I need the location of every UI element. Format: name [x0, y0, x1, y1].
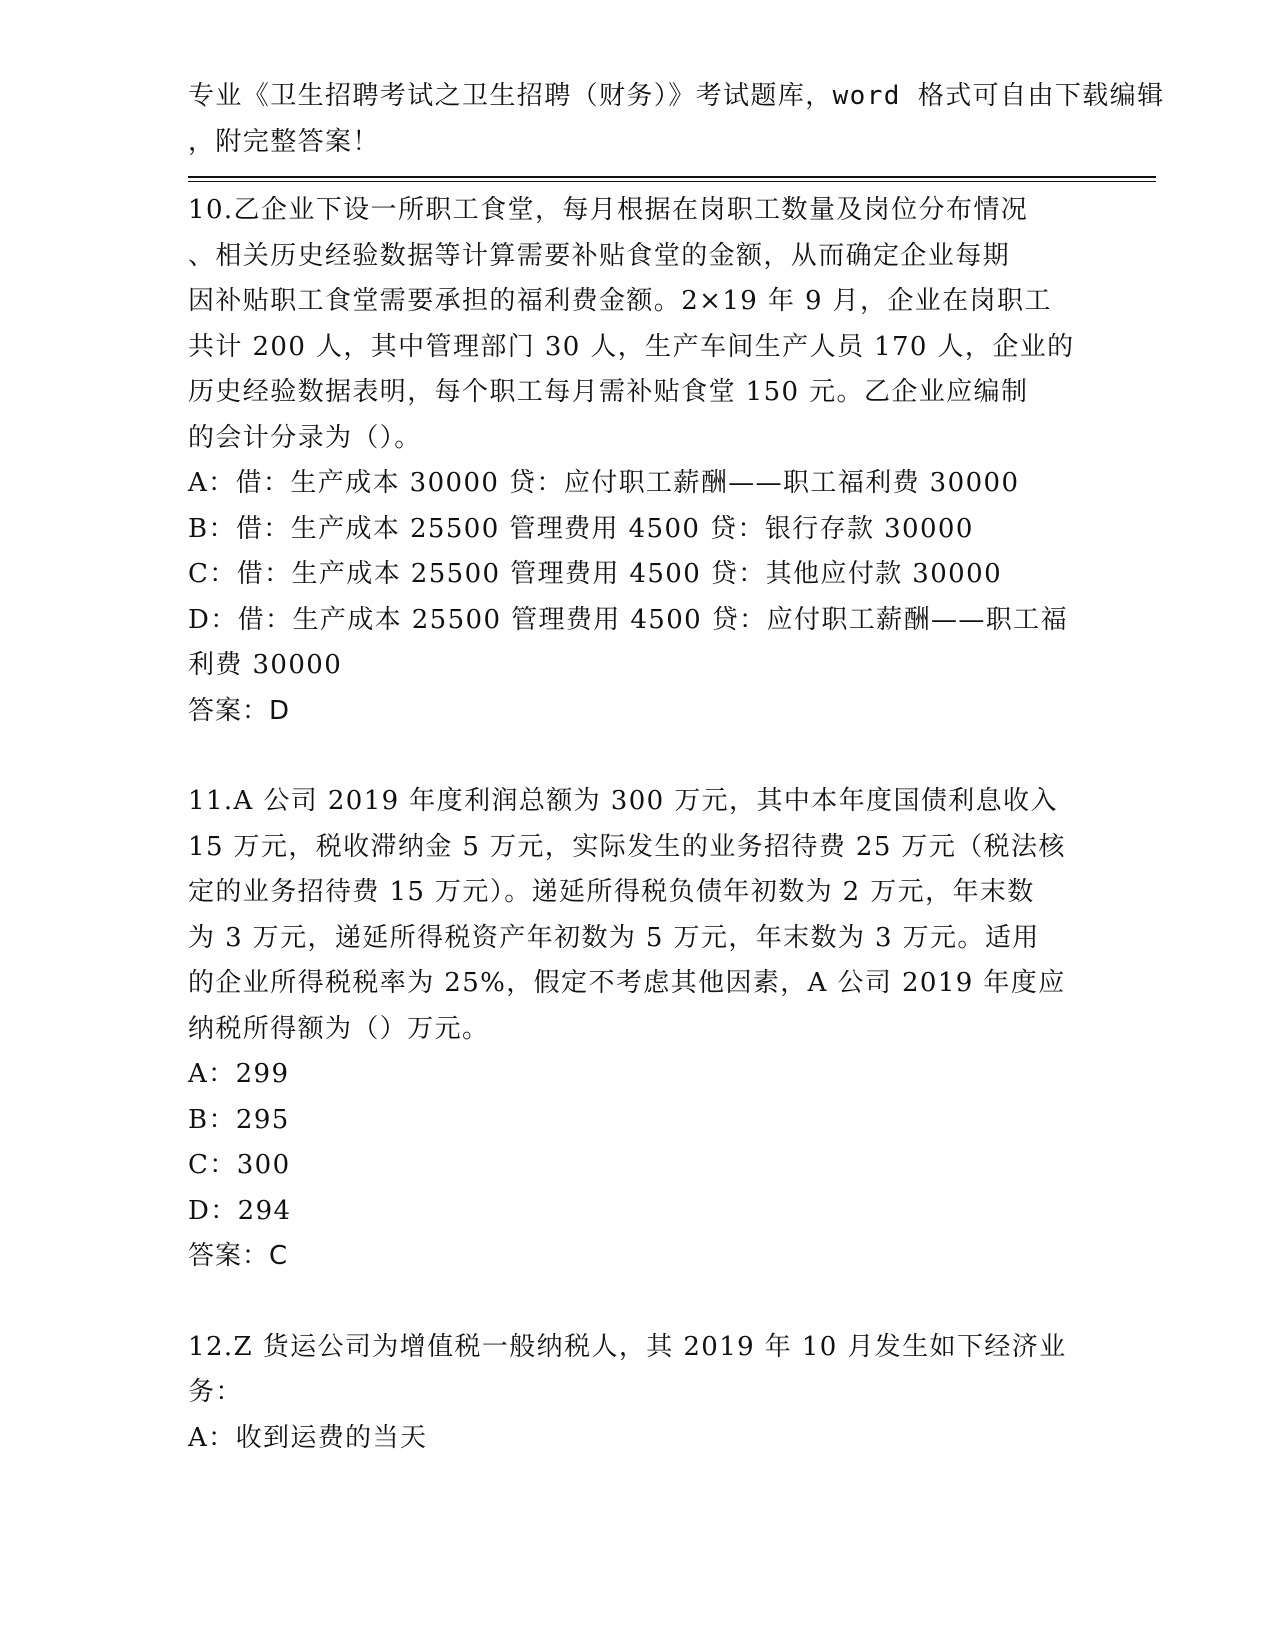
question-text-line: 的企业所得税税率为 25%，假定不考虑其他因素，A 公司 2019 年度应: [188, 968, 1066, 998]
header-divider: [188, 176, 1156, 178]
option-b: B：借：生产成本 25500 管理费用 4500 贷：银行存款 30000: [188, 513, 974, 544]
question-text-line: 11.A 公司 2019 年度利润总额为 300 万元，其中本年度国债利息收入: [188, 786, 1058, 816]
question-spacer: [188, 734, 1088, 779]
question-text-line: 因补贴职工食堂需要承担的福利费金额。2×19 年 9 月，企业在岗职工: [188, 286, 1052, 316]
question-text-line: 15 万元，税收滞纳金 5 万元，实际发生的业务招待费 25 万元（税法核: [188, 831, 1066, 862]
question-text-line: 的会计分录为（）。: [188, 422, 422, 453]
answer-label: 答案：C: [188, 1241, 289, 1271]
option-a: A：299: [188, 1059, 290, 1089]
question-text-line: 历史经验数据表明，每个职工每月需补贴食堂 150 元。乙企业应编制: [188, 377, 1029, 407]
header-line: ，附完整答案！: [188, 126, 380, 157]
question-text-line: 共计 200 人，其中管理部门 30 人，生产车间生产人员 170 人，企业的: [188, 331, 1075, 362]
option-d-continued: 利费 30000: [188, 650, 343, 680]
option-c: C：300: [188, 1150, 291, 1180]
question-text-line: 务：: [188, 1377, 243, 1407]
option-a: A：收到运费的当天: [188, 1422, 428, 1453]
question-text-line: 定的业务招待费 15 万元）。递延所得税负债年初数为 2 万元，年末数: [188, 877, 1035, 907]
question-11: [188, 779, 1088, 1280]
option-a: A：借：生产成本 30000 贷：应付职工薪酬——职工福利费 30000: [188, 468, 1020, 498]
option-c: C：借：生产成本 25500 管理费用 4500 贷：其他应付款 30000: [188, 559, 1003, 589]
option-b: B：295: [188, 1104, 290, 1135]
question-text-line: 纳税所得额为（）万元。: [188, 1013, 490, 1044]
question-10: [188, 188, 1088, 734]
question-text-line: 为 3 万元，递延所得税资产年初数为 5 万元，年末数为 3 万元。适用: [188, 922, 1040, 953]
question-text-line: 12.Z 货运公司为增值税一般纳税人，其 2019 年 10 月发生如下经济业: [188, 1331, 1067, 1362]
header-divider-thin: [188, 181, 1156, 182]
answer-label: 答案：D: [188, 695, 291, 726]
question-list: [188, 188, 1088, 1461]
question-text-line: 10.乙企业下设一所职工食堂，每月根据在岗职工数量及岗位分布情况: [188, 195, 1029, 225]
option-d: D：294: [188, 1195, 292, 1226]
question-12: [188, 1325, 1088, 1462]
question-spacer: [188, 1280, 1088, 1325]
header-line: 专业《卫生招聘考试之卫生招聘（财务）》考试题库，word 格式可自由下载编辑: [188, 81, 1165, 111]
document-header: [188, 74, 1165, 165]
question-text-line: 、相关历史经验数据等计算需要补贴食堂的金额，从而确定企业每期: [188, 240, 1011, 271]
option-d: D：借：生产成本 25500 管理费用 4500 贷：应付职工薪酬——职工福: [188, 604, 1068, 635]
